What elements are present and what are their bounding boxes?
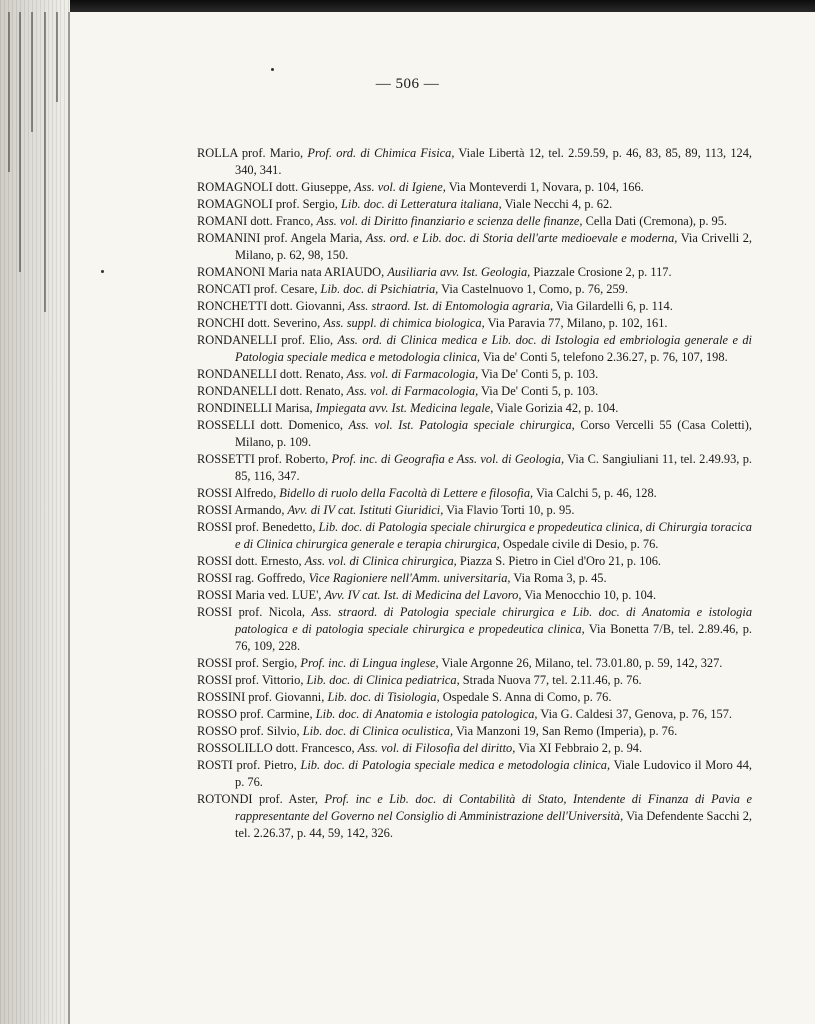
directory-entry: ROSSI Armando, Avv. di IV cat. Istituti Giuridici, Via Flavio Torti 10, p. 95. [197,503,575,517]
directory-entry: ROSSI prof. Benedetto, Lib. doc. di Patologia speciale chirurgica e propedeutica clinica, di Chirurgia toracica e di Clinica chirurgica generale e terapia chirurgica, Ospedale civile di Desio, p. 76. [197,520,753,551]
directory-entry: ROSSINI prof. Giovanni, Lib. doc. di Tisiologia, Ospedale S. Anna di Como, p. 76. [197,690,612,704]
directory-entry: ROSSI rag. Goffredo, Vice Ragioniere nell'Amm. universitaria, Via Roma 3, p. 45. [197,571,607,585]
directory-entry: ROSSI prof. Sergio, Prof. inc. di Lingua inglese, Viale Argonne 26, Milano, tel. 73.01.80, p. 59, 142, 327. [197,656,723,670]
directory-entry: ROLLA prof. Mario, Prof. ord. di Chimica Fisica, Viale Libertà 12, tel. 2.59.59, p. 46, 83, 85, 89, 113, 124, 340, 341. [197,146,753,177]
directory-entry: RONCHETTI dott. Giovanni, Ass. straord. Ist. di Entomologia agraria, Via Gilardelli 6, p. 114. [197,299,673,313]
directory-entry: ROTONDI prof. Aster, Prof. inc e Lib. doc. di Contabilità di Stato, Intendente di Finanza di Pavia e rappresentante del Governo nel Consiglio di Amministrazione dell'Università, Via Defendente Sacchi 2, tel. 2.26.37, p. 44, 59, 142, 326. [197,792,752,840]
directory-entry: ROSSI prof. Nicola, Ass. straord. di Patologia speciale chirurgica e Lib. doc. di Anatomia e istologia patologica e di patologia speciale chirurgica e propedeutica clinica, Via Bonetta 7/B, tel. 2.89.46, p. 76, 109, 228. [197,605,753,653]
scan-streak [19,12,21,272]
directory-entry: RONDANELLI prof. Elio, Ass. ord. di Clinica medica e Lib. doc. di Istologia ed embriologia generale e di Patologia speciale medica e metodologia clinica, Via de' Conti 5, telefono 2.36.27, p. 76, 107, 198. [197,333,752,364]
page-number: — 506 — [375,76,440,92]
scan-streak [31,12,33,132]
directory-entry: ROMANONI Maria nata ARIAUDO, Ausiliaria avv. Ist. Geologia, Piazzale Crosione 2, p. 117. [197,265,672,279]
scan-top-edge [0,0,815,12]
directory-entry: ROSSI Alfredo, Bidello di ruolo della Facoltà di Lettere e filosofia, Via Calchi 5, p. 46, 128. [197,486,657,500]
directory-entry: ROMAGNOLI dott. Giuseppe, Ass. vol. di Igiene, Via Monteverdi 1, Novara, p. 104, 166. [197,180,644,194]
directory-entry: ROSSI prof. Vittorio, Lib. doc. di Clinica pediatrica, Strada Nuova 77, tel. 2.11.46, p. 76. [197,673,642,687]
scan-streak [44,12,46,312]
directory-entry: ROSSO prof. Carmine, Lib. doc. di Anatomia e istologia patologica, Via G. Caldesi 37, Genova, p. 76, 157. [197,707,733,721]
scan-speck [101,270,104,273]
directory-entry: ROSSETTI prof. Roberto, Prof. inc. di Geografia e Ass. vol. di Geologia, Via C. Sangiuliani 11, tel. 2.49.93, p. 85, 116, 347. [197,452,752,483]
directory-entry: ROSTI prof. Pietro, Lib. doc. di Patologia speciale medica e metodologia clinica, Viale Ludovico il Moro 44, p. 76. [197,758,753,789]
scan-speck [271,68,274,71]
directory-entry: ROSSI dott. Ernesto, Ass. vol. di Clinica chirurgica, Piazza S. Pietro in Ciel d'Oro 21, p. 106. [197,554,661,568]
directory-entry: ROSSI Maria ved. LUE', Avv. IV cat. Ist. di Medicina del Lavoro, Via Menocchio 10, p. 104. [197,588,657,602]
directory-entry: ROSSOLILLO dott. Francesco, Ass. vol. di Filosofia del diritto, Via XI Febbraio 2, p. 94. [197,741,643,755]
directory-entry: ROSSELLI dott. Domenico, Ass. vol. Ist. Patologia speciale chirurgica, Corso Vercelli 55 (Casa Coletti), Milano, p. 109. [197,418,752,449]
directory-entry: ROSSO prof. Silvio, Lib. doc. di Clinica oculistica, Via Manzoni 19, San Remo (Imperia), p. 76. [197,724,678,738]
directory-entry: RONDINELLI Marisa, Impiegata avv. Ist. Medicina legale, Viale Gorizia 42, p. 104. [197,401,619,415]
directory-entry: ROMANI dott. Franco, Ass. vol. di Diritto finanziario e scienza delle finanze, Cella Dati (Cremona), p. 95. [197,214,728,228]
directory-entries [197,145,752,842]
directory-entry: RONDANELLI dott. Renato, Ass. vol. di Farmacologia, Via De' Conti 5, p. 103. [197,367,599,381]
directory-entry: ROMAGNOLI prof. Sergio, Lib. doc. di Letteratura italiana, Viale Necchi 4, p. 62. [197,197,613,211]
directory-entry: ROMANINI prof. Angela Maria, Ass. ord. e Lib. doc. di Storia dell'arte medioevale e moderna, Via Crivelli 2, Milano, p. 62, 98, 150. [197,231,752,262]
directory-entry: RONDANELLI dott. Renato, Ass. vol. di Farmacologia, Via De' Conti 5, p. 103. [197,384,599,398]
directory-entry: RONCHI dott. Severino, Ass. suppl. di chimica biologica, Via Paravia 77, Milano, p. 102, 161. [197,316,668,330]
directory-entry: RONCATI prof. Cesare, Lib. doc. di Psichiatria, Via Castelnuovo 1, Como, p. 76, 259. [197,282,628,296]
scan-binding-edge [0,0,70,1024]
